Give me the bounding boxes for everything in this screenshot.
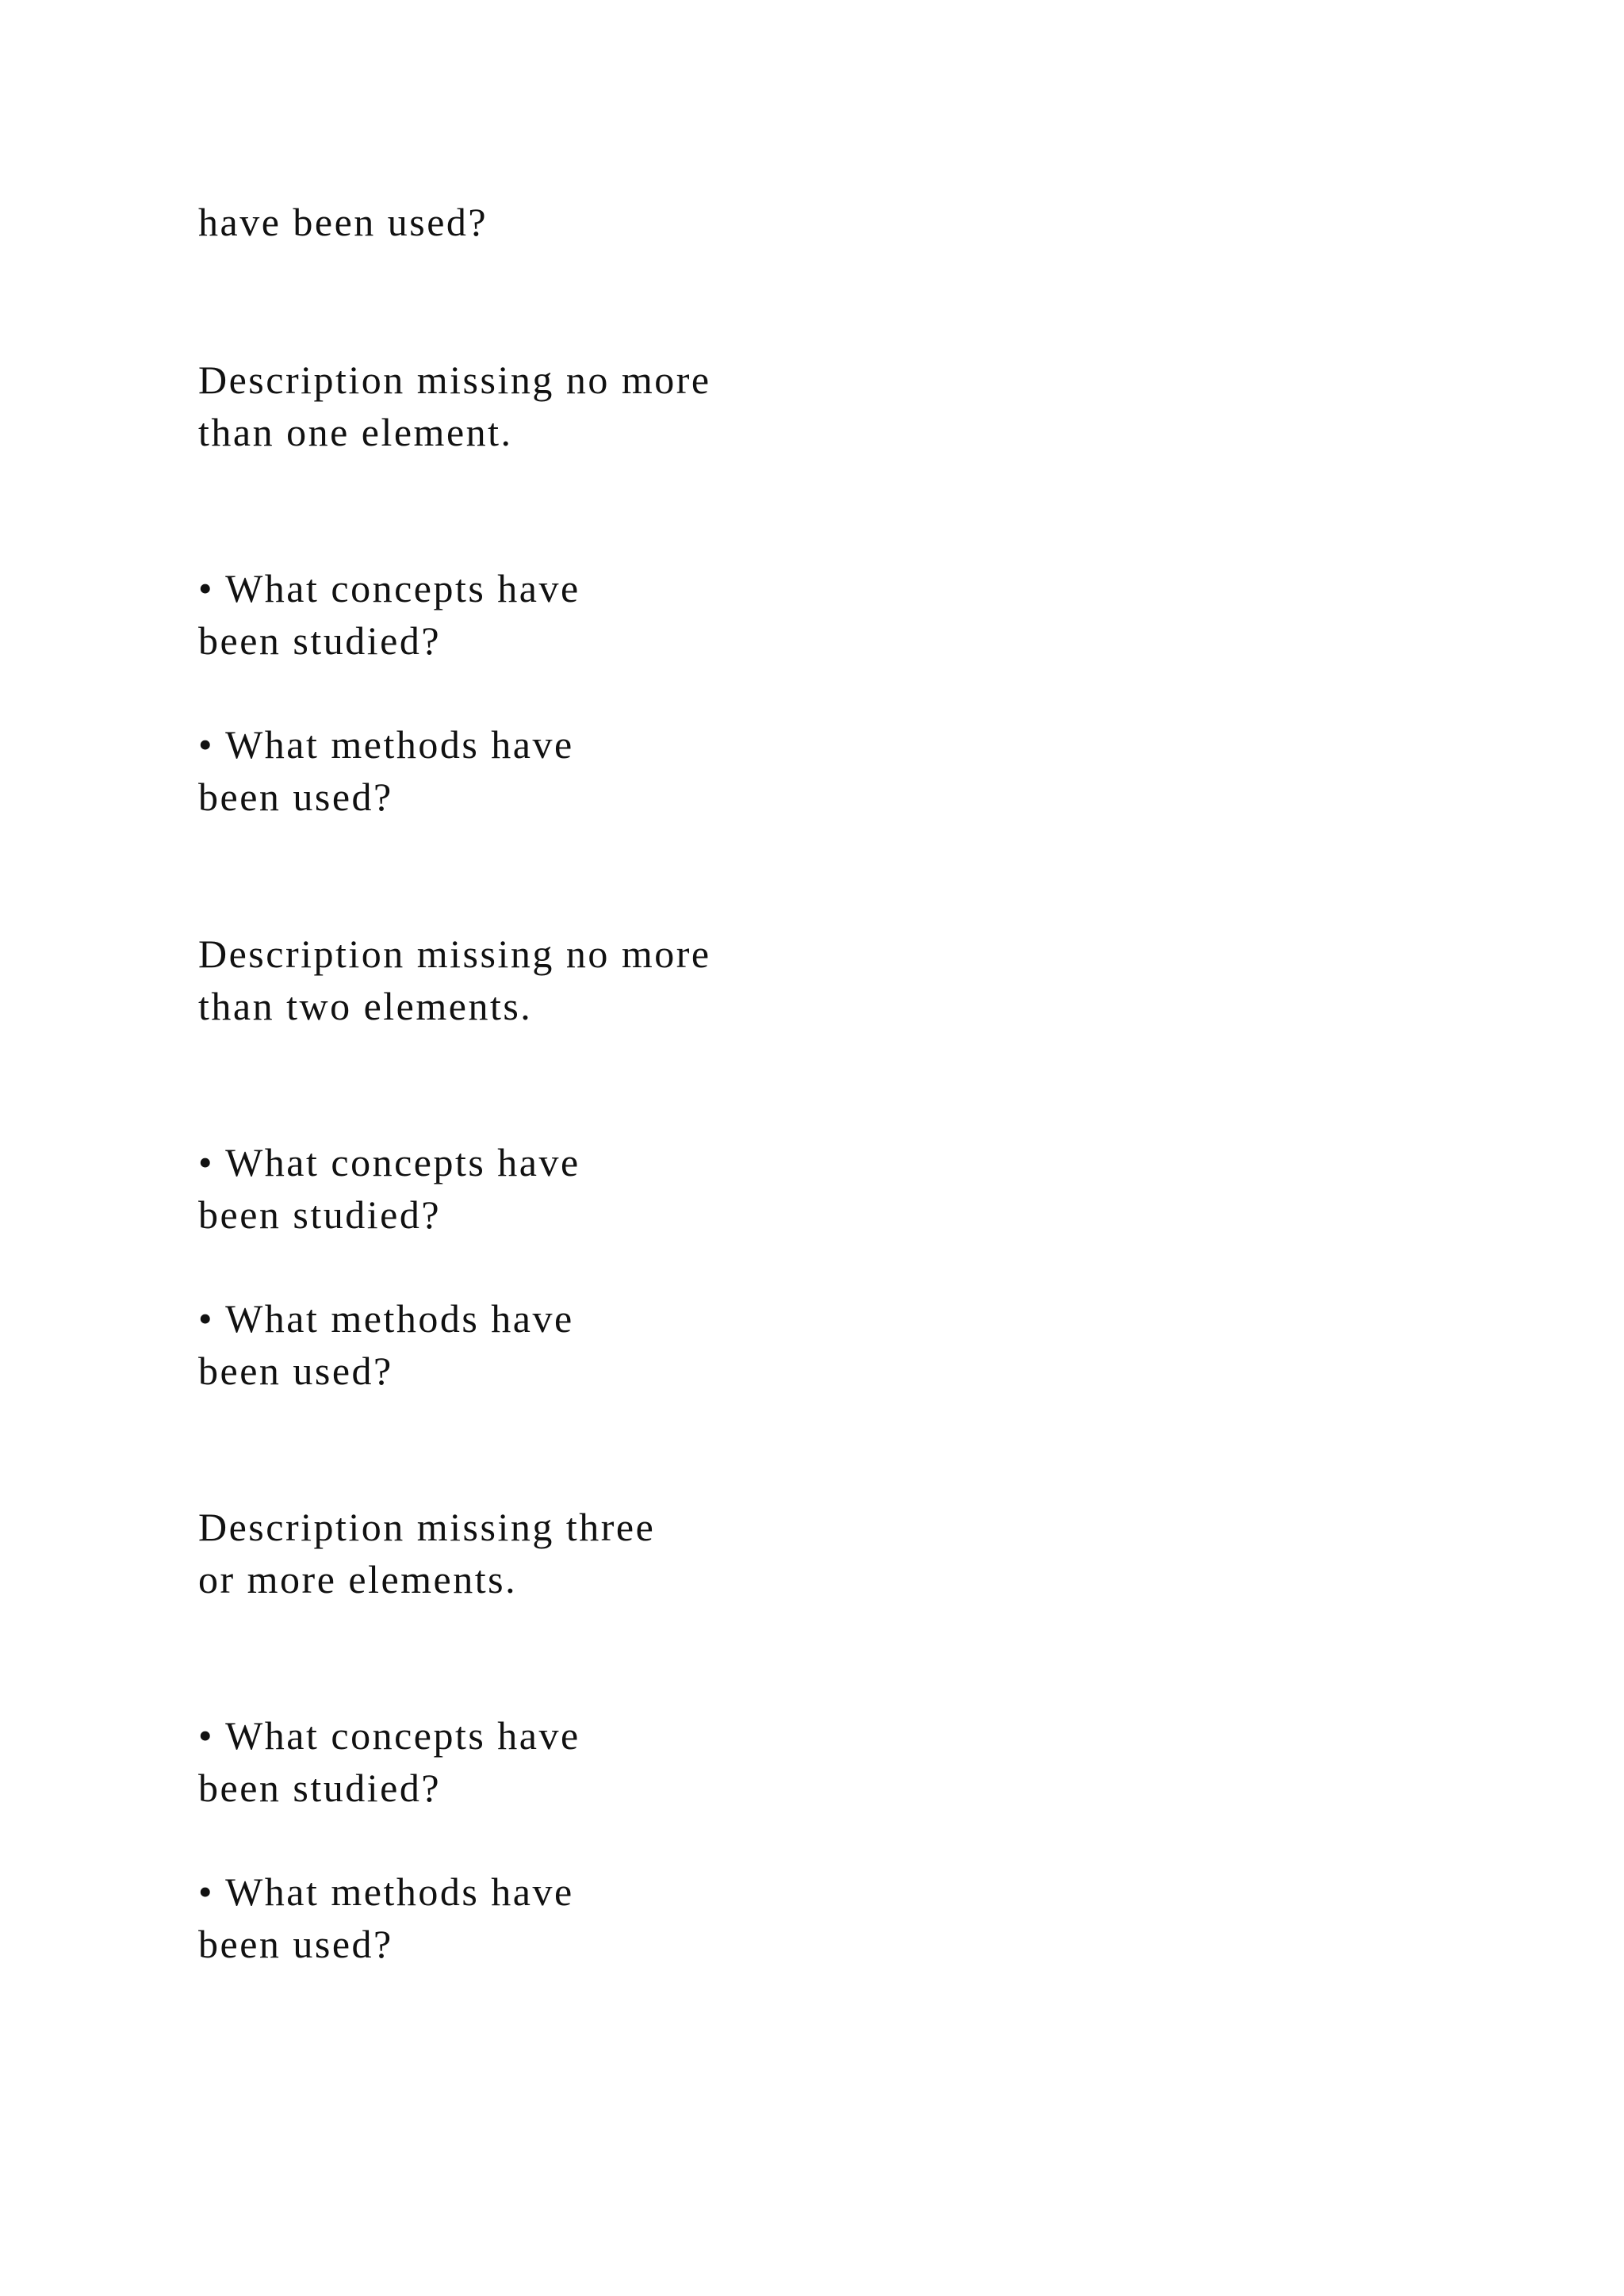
criterion-three-line-2: or more elements.: [198, 1557, 518, 1601]
bullet-concepts-2-line-2: been studied?: [198, 1192, 442, 1237]
bullet-concepts-1-line-1: • What concepts have: [198, 566, 580, 610]
bullet-methods-1-line-1: • What methods have: [198, 722, 574, 767]
bullet-concepts-3-line-2: been studied?: [198, 1766, 442, 1810]
text-line-carryover: have been used?: [198, 200, 488, 244]
bullet-methods-1-line-2: been used?: [198, 775, 393, 819]
criterion-two-line-2: than two elements.: [198, 984, 533, 1028]
bullet-methods-2-line-1: • What methods have: [198, 1296, 574, 1341]
criterion-one-line-1: Description missing no more: [198, 358, 711, 402]
bullet-methods-3-line-2: been used?: [198, 1922, 393, 1966]
criterion-one-line-2: than one element.: [198, 410, 513, 454]
bullet-methods-2-line-2: been used?: [198, 1349, 393, 1393]
criterion-three-line-1: Description missing three: [198, 1505, 656, 1549]
bullet-concepts-3-line-1: • What concepts have: [198, 1713, 580, 1758]
bullet-methods-3-line-1: • What methods have: [198, 1869, 574, 1914]
bullet-concepts-2-line-1: • What concepts have: [198, 1140, 580, 1184]
criterion-two-line-1: Description missing no more: [198, 932, 711, 976]
bullet-concepts-1-line-2: been studied?: [198, 618, 442, 663]
